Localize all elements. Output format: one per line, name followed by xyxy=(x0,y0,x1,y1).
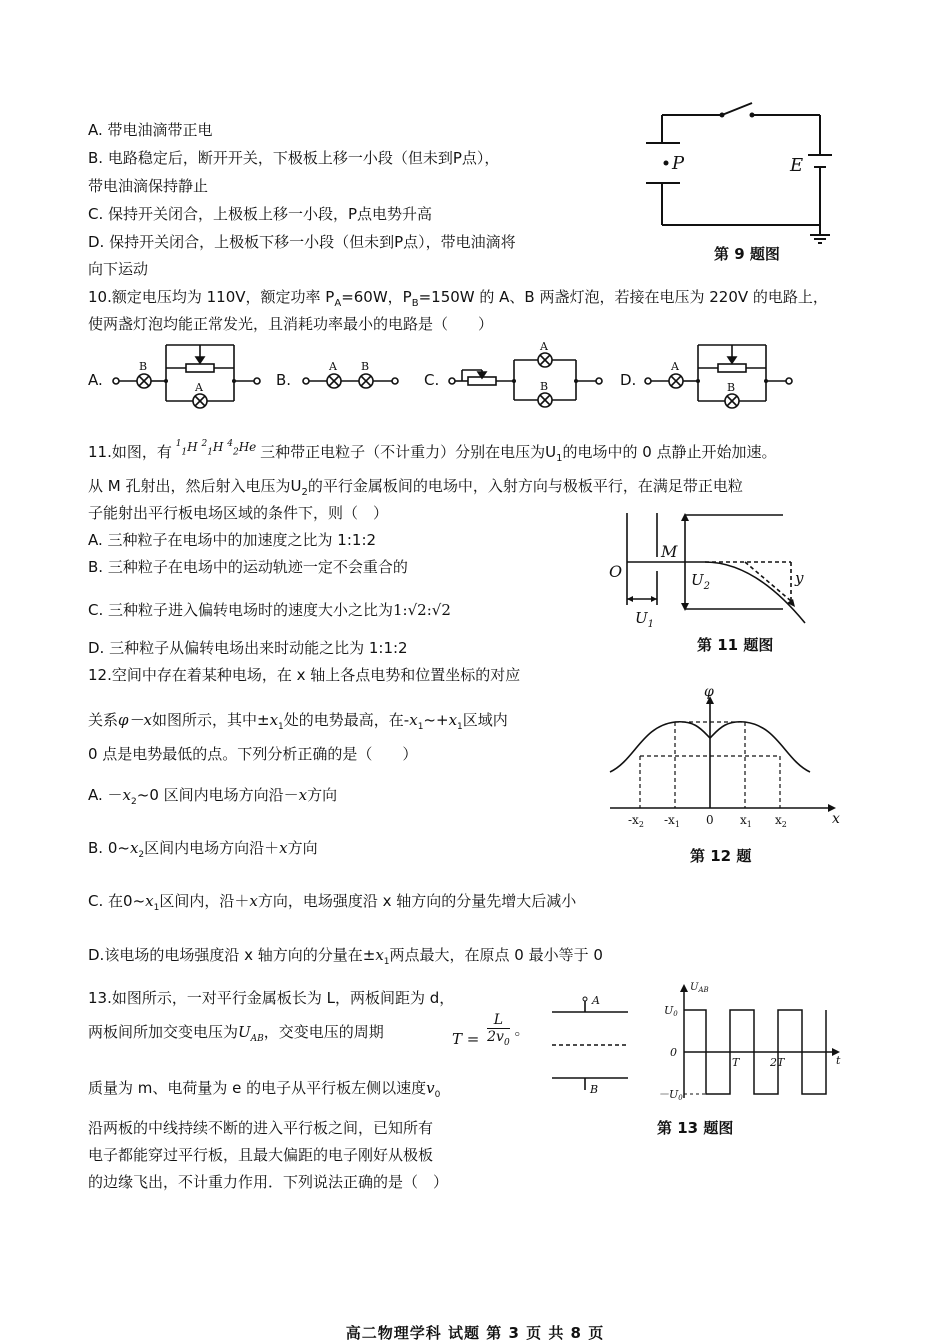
q12-potential-graph xyxy=(600,684,850,830)
q9-option-b: B. 电路稳定后，断开开关，下极板上移一小段（但未到P点）， xyxy=(88,149,500,167)
q11-option-c: C. 三种粒子进入偏转电场时的速度大小之比为1:√2:√2 xyxy=(88,601,451,619)
q9-option-d: D. 保持开关闭合，上极板下移一小段（但未到P点），带电油滴将 xyxy=(88,233,516,251)
q10-circuit-b xyxy=(300,340,420,410)
q13-plate-b: B xyxy=(590,1083,599,1096)
q13-caption: 第 13 题图 xyxy=(657,1119,734,1137)
q13-plate-a: A xyxy=(592,994,600,1007)
q12-axis-x: x xyxy=(832,811,840,827)
q11-option-a: A. 三种粒子在电场中的加速度之比为 1:1:2 xyxy=(88,531,377,549)
q10-circuit-c xyxy=(446,340,606,415)
q13-stem-line6: 的边缘飞出，不计重力作用．下列说法正确的是（ ） xyxy=(88,1173,449,1191)
q12-tick-x1: $x_1$ xyxy=(740,813,752,829)
q9-option-a: A. 带电油滴带正电 xyxy=(88,121,213,139)
q10c-lamp-b: B xyxy=(540,380,549,393)
q11-label-o: O xyxy=(609,562,623,581)
q13-voltage-graph xyxy=(660,978,850,1106)
q10c-lamp-a: A xyxy=(540,340,548,353)
q9-option-c: C. 保持开关闭合，上极板上移一小段，P点电势升高 xyxy=(88,205,433,223)
q9-option-d-cont: 向下运动 xyxy=(88,260,149,278)
q13-stem-line5: 电子都能穿过平行板，且最大偏距的电子刚好从极板 xyxy=(88,1146,434,1164)
q12-tick-x2: $x_2$ xyxy=(775,813,787,829)
q9-caption: 第 9 题图 xyxy=(714,245,780,263)
q12-axis-phi: φ xyxy=(704,684,714,700)
q11-label-y: y xyxy=(795,569,804,587)
q13-stem-line2: 两板间所加交变电压为$U_{AB}$，交变电压的周期 xyxy=(88,1023,384,1044)
q12-option-c: C. 在$0\sim x_1$区间内，沿＋x方向，电场强度沿 x 轴方向的分量先增大后减小 xyxy=(88,892,577,913)
q12-option-d: D.该电场的电场强度沿 x 轴方向的分量在$\pm x_1$两点最大，在原点 0 最小等于 0 xyxy=(88,946,603,967)
q10d-lamp-a: A xyxy=(671,360,679,373)
q10a-lamp-b: B xyxy=(139,360,148,373)
q13-stem-line3: 质量为 m、电荷量为 e 的电子从平行板左侧以速度$v_0$ xyxy=(88,1079,441,1100)
q13-tick-zero: 0 xyxy=(670,1046,677,1059)
q13-plates-figure xyxy=(550,990,640,1096)
q9-label-p: P xyxy=(672,153,685,174)
q10-opt-d-label: D. xyxy=(620,371,637,389)
q12-option-a: A. $-x_2\sim 0$ 区间内电场方向沿－x方向 xyxy=(88,786,338,807)
page-footer: 高二物理学科 试题 第 3 页 共 8 页 xyxy=(345,1324,605,1342)
q11-label-u1: $U_1$ xyxy=(635,609,655,630)
q12-tick-minus-x2: $-x_2$ xyxy=(628,813,644,829)
q10-opt-c-label: C. xyxy=(424,371,440,389)
q9-option-b-cont: 带电油滴保持静止 xyxy=(88,177,209,195)
q11-label-u2: $U_2$ xyxy=(691,571,711,592)
q13-tick-2t: 2T xyxy=(770,1056,785,1069)
q9-label-e: E xyxy=(790,155,804,176)
q13-axis-t: t xyxy=(836,1054,841,1067)
q10b-lamp-a: A xyxy=(329,360,337,373)
q13-axis-uab: $U_{AB}$ xyxy=(690,982,709,994)
q10a-lamp-a: A xyxy=(195,381,203,394)
q10d-lamp-b: B xyxy=(727,381,736,394)
q12-tick-zero: 0 xyxy=(706,813,714,827)
q12-stem-line3: 0 点是电势最低的点。下列分析正确的是（ ） xyxy=(88,745,418,763)
q13-period-formula: T = $\frac{L}{2v_0}$ 。 xyxy=(452,1012,530,1049)
q12-caption: 第 12 题 xyxy=(690,847,752,865)
q13-stem-line4: 沿两板的中线持续不断的进入平行板之间，已知所有 xyxy=(88,1119,434,1137)
q12-stem-line2: 关系φ－x如图所示，其中$\pm x_1$处的电势最高，在$-x_1\sim+x_1$区域内 xyxy=(88,711,508,732)
q10-stem-line2: 使两盏灯泡均能正常发光，且消耗功率最小的电路是（ ） xyxy=(88,315,494,333)
q13-tick-u0: U0 xyxy=(664,1004,678,1018)
q11-figure xyxy=(605,505,820,640)
q10-circuit-d xyxy=(642,340,802,410)
q11-option-d: D. 三种粒子从偏转电场出来时动能之比为 1:1:2 xyxy=(88,639,408,657)
q12-stem-line1: 12.空间中存在着某种电场，在 x 轴上各点电势和位置坐标的对应 xyxy=(88,666,521,684)
q10b-lamp-b: B xyxy=(361,360,370,373)
q11-option-b: B. 三种粒子在电场中的运动轨迹一定不会重合的 xyxy=(88,558,408,576)
q10-opt-b-label: B. xyxy=(276,371,292,389)
q11-caption: 第 11 题图 xyxy=(697,636,774,654)
q13-stem-line1: 13.如图所示，一对平行金属板长为 L，两板间距为 d， xyxy=(88,989,455,1007)
q13-tick-t: T xyxy=(732,1056,740,1069)
q10-circuit-a xyxy=(110,340,270,410)
q10-stem-line1: 10.额定电压均为 110V，额定功率 $P_A=60W$，$P_B=150W$ 的 A、B 两盏灯泡，若接在电压为 220V 的电路上， xyxy=(88,288,828,309)
q12-tick-minus-x1: $-x_1$ xyxy=(664,813,680,829)
q11-stem-line1: 11.如图，有 $^{^1_1H ^2_1H ^4_2He}$ 三种带正电粒子（不计重力）分别在电压为$U_1$的电场中的 0 点静止开始加速。 xyxy=(88,439,777,464)
q11-stem-line3: 子能射出平行板电场区域的条件下，则（ ） xyxy=(88,504,389,522)
q9-circuit-figure xyxy=(640,95,840,255)
q13-tick-neg-u0: －U0 xyxy=(658,1088,683,1102)
q12-option-b: B. $0\sim x_2$区间内电场方向沿＋x方向 xyxy=(88,839,318,860)
q11-stem-line2: 从 M 孔射出，然后射入电压为$U_2$的平行金属板间的电场中，入射方向与极板平行，在满足带正电粒 xyxy=(88,477,743,498)
q11-label-m: M xyxy=(661,542,678,561)
p-point-icon xyxy=(664,161,669,166)
q10-opt-a-label: A. xyxy=(88,371,103,389)
